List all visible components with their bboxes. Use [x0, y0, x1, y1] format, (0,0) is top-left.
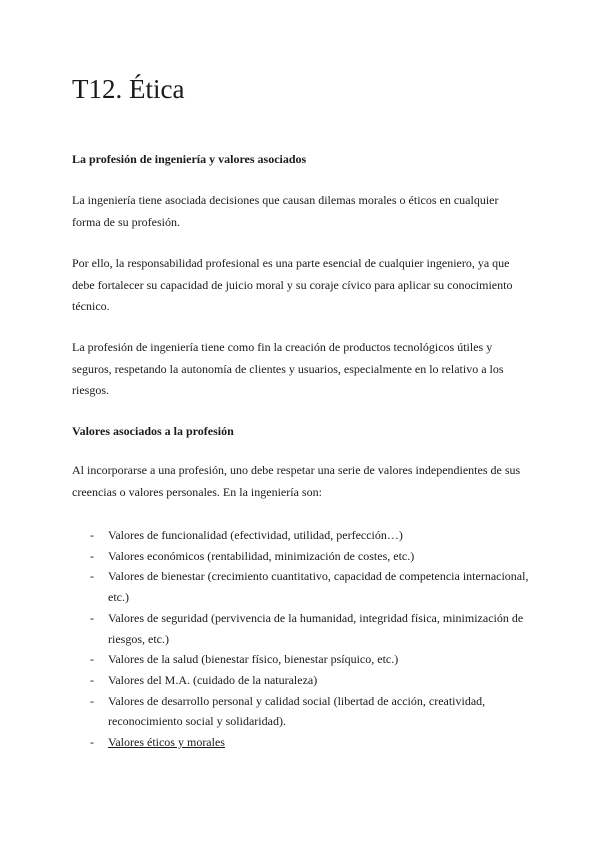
- list-item-text-underlined: Valores éticos y morales: [108, 735, 225, 750]
- list-item-text: Valores de seguridad (pervivencia de la humanidad, integridad física, minimización de riesgos, etc.): [108, 610, 524, 646]
- list-dash: -: [90, 652, 94, 667]
- paragraph: Por ello, la responsabilidad profesional es una parte esencial de cualquier ingeniero, ya que debe fortalecer su capacidad de juicio moral y su coraje cívico para aplicar su conocimiento técnico.: [72, 256, 513, 313]
- list-item: [90, 649, 530, 670]
- list-item: [90, 608, 530, 649]
- paragraph: La profesión de ingeniería tiene como fin la creación de productos tecnológicos útiles y seguros, respetando la autonomía de clientes y usuarios, especialmente en lo relativo a los riesgos.: [72, 340, 504, 397]
- list-dash: -: [90, 672, 94, 687]
- list-item-text: Valores económicos (rentabilidad, minimización de costes, etc.): [108, 548, 415, 563]
- list-item-text: Valores de funcionalidad (efectividad, utilidad, perfección…): [108, 528, 403, 542]
- list-item: [90, 525, 530, 546]
- list-item-text: Valores de bienestar (crecimiento cuantitativo, capacidad de competencia internacional, etc.): [108, 569, 529, 605]
- section-heading-values: Valores asociados a la profesión: [72, 424, 234, 438]
- values-list: [90, 525, 530, 753]
- document-title: T12. Ética: [72, 74, 185, 104]
- list-item: [90, 670, 530, 691]
- list-dash: -: [90, 610, 94, 625]
- paragraph: La ingeniería tiene asociada decisiones que causan dilemas morales o éticos en cualquier forma de su profesión.: [72, 193, 499, 229]
- list-item: [90, 566, 530, 607]
- list-dash: -: [90, 693, 94, 708]
- list-item-text: Valores de la salud (bienestar físico, bienestar psíquico, etc.): [108, 652, 399, 667]
- list-item-text: Valores de desarrollo personal y calidad social (libertad de acción, creatividad, reconocimiento social y solidaridad).: [108, 693, 486, 729]
- list-dash: -: [90, 735, 94, 750]
- list-dash: -: [90, 548, 94, 563]
- list-item: [90, 732, 530, 753]
- section-heading-profession: La profesión de ingeniería y valores asociados: [72, 152, 307, 166]
- list-dash: -: [90, 528, 94, 542]
- paragraph: Al incorporarse a una profesión, uno debe respetar una serie de valores independientes de sus creencias o valores personales. En la ingeniería son:: [72, 463, 521, 499]
- list-item: [90, 691, 530, 732]
- list-item: [90, 546, 530, 567]
- list-item-text: Valores del M.A. (cuidado de la naturaleza): [108, 672, 318, 687]
- list-dash: -: [90, 569, 94, 584]
